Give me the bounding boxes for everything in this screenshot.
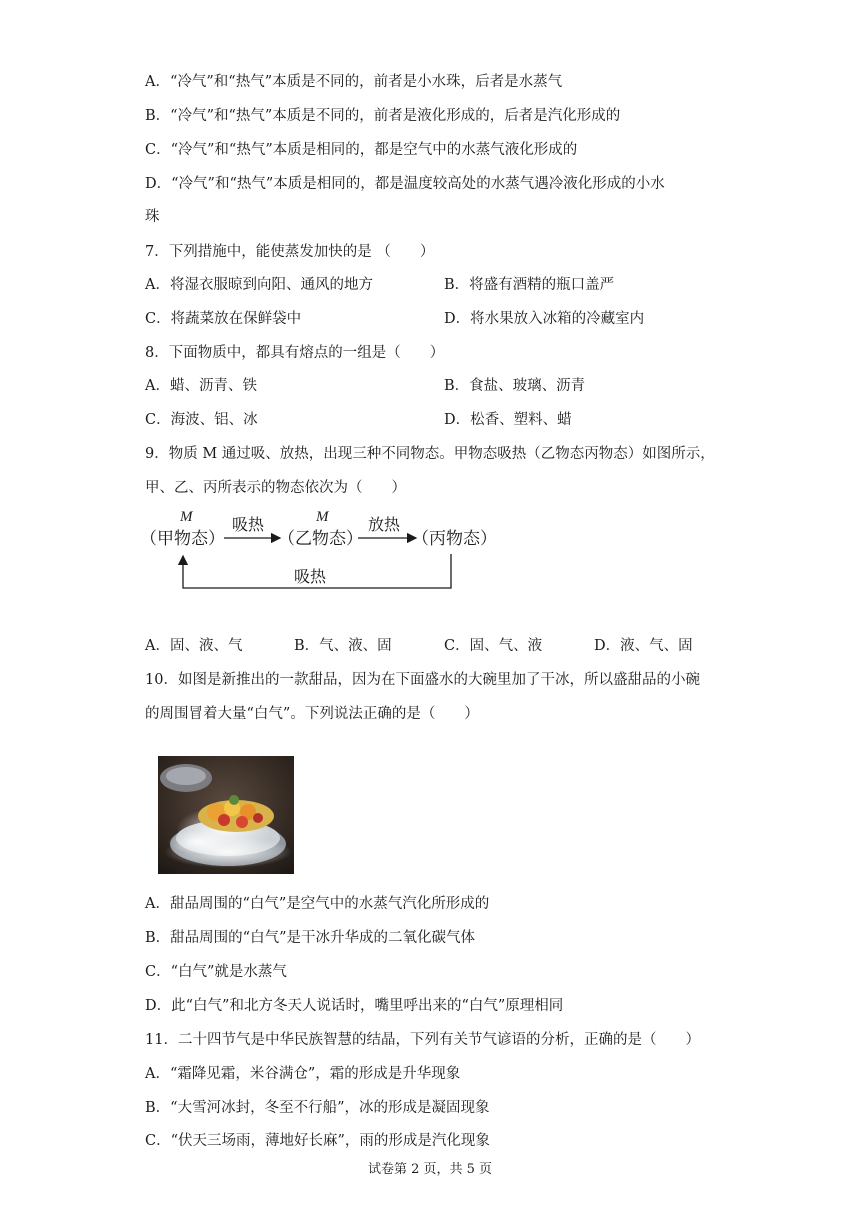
q10-stem-line1: 10．如图是新推出的一款甜品，因为在下面盛水的大碗里加了干冰，所以盛甜品的小碗 bbox=[145, 672, 700, 688]
q9-option-b: B．气、液、固 bbox=[294, 638, 392, 654]
q6-option-a: A．“冷气”和“热气”本质是不同的，前者是小水珠，后者是水蒸气 bbox=[145, 74, 563, 90]
dessert-photo bbox=[158, 756, 294, 874]
q9-option-d: D．液、气、固 bbox=[594, 638, 693, 654]
diagram-arrow1-label: 吸热 bbox=[232, 515, 265, 534]
diagram-state-1: （甲物态） bbox=[140, 529, 225, 549]
q6-option-b: B．“冷气”和“热气”本质是不同的，前者是液化形成的，后者是汽化形成的 bbox=[145, 108, 621, 124]
page-footer: 试卷第 2 页，共 5 页 bbox=[367, 1162, 493, 1177]
q10-option-b: B．甜品周围的“白气”是干冰升华成的二氧化碳气体 bbox=[145, 930, 475, 946]
q9-stem-line2: 甲、乙、丙所表示的物态依次为（ ） bbox=[145, 480, 406, 496]
q8-option-b: B．食盐、玻璃、沥青 bbox=[444, 378, 586, 394]
diagram-state-2: （乙物态） bbox=[278, 529, 363, 549]
diagram-state-3: （丙物态） bbox=[412, 529, 497, 549]
q7-stem: 7．下列措施中，能使蒸发加快的是 （ ） bbox=[145, 244, 435, 260]
q8-option-a: A．蜡、沥青、铁 bbox=[145, 378, 257, 394]
q11-option-c: C．“伏天三场雨，薄地好长麻”，雨的形成是汽化现象 bbox=[145, 1133, 490, 1149]
q6-option-c: C．“冷气”和“热气”本质是相同的，都是空气中的水蒸气液化形成的 bbox=[145, 142, 578, 158]
q10-option-c: C．“白气”就是水蒸气 bbox=[145, 964, 287, 980]
diagram-arrow2-label: 放热 bbox=[368, 515, 401, 534]
q10-stem-line2: 的周围冒着大量“白气”。下列说法正确的是（ ） bbox=[145, 706, 479, 722]
q8-option-d: D．松香、塑料、蜡 bbox=[444, 412, 572, 428]
q9-option-c: C．固、气、液 bbox=[444, 638, 543, 654]
q9-stem-line1: 9．物质 M 通过吸、放热，出现三种不同物态。甲物态吸热（乙物态丙物态）如图所示， bbox=[145, 446, 715, 462]
q8-option-c: C．海波、铝、冰 bbox=[145, 412, 258, 428]
q11-stem: 11．二十四节气是中华民族智慧的结晶，下列有关节气谚语的分析，正确的是（ ） bbox=[145, 1032, 700, 1048]
q6-option-d-continued: 珠 bbox=[145, 209, 160, 225]
q10-option-d: D．此“白气”和北方冬天人说话时，嘴里呼出来的“白气”原理相同 bbox=[145, 998, 564, 1014]
diagram-m-label-1: M bbox=[180, 509, 193, 525]
q7-option-b: B．将盛有酒精的瓶口盖严 bbox=[444, 277, 615, 293]
state-change-diagram bbox=[140, 504, 500, 596]
q7-option-a: A．将湿衣服晾到向阳、通风的地方 bbox=[145, 277, 373, 293]
diagram-m-label-2: M bbox=[316, 509, 329, 525]
q11-option-b: B．“大雪河冰封，冬至不行船”，冰的形成是凝固现象 bbox=[145, 1100, 490, 1116]
q6-option-d: D．“冷气”和“热气”本质是相同的，都是温度较高处的水蒸气遇冷液化形成的小水 bbox=[145, 176, 665, 192]
q8-stem: 8．下面物质中，都具有熔点的一组是（ ） bbox=[145, 345, 445, 361]
q7-option-d: D．将水果放入冰箱的冷藏室内 bbox=[444, 311, 645, 327]
q9-option-a: A．固、液、气 bbox=[145, 638, 243, 654]
diagram-bottom-label: 吸热 bbox=[294, 567, 327, 586]
q10-option-a: A．甜品周围的“白气”是空气中的水蒸气汽化所形成的 bbox=[145, 896, 490, 912]
q11-option-a: A．“霜降见霜，米谷满仓”，霜的形成是升华现象 bbox=[145, 1066, 461, 1082]
q7-option-c: C．将蔬菜放在保鲜袋中 bbox=[145, 311, 302, 327]
